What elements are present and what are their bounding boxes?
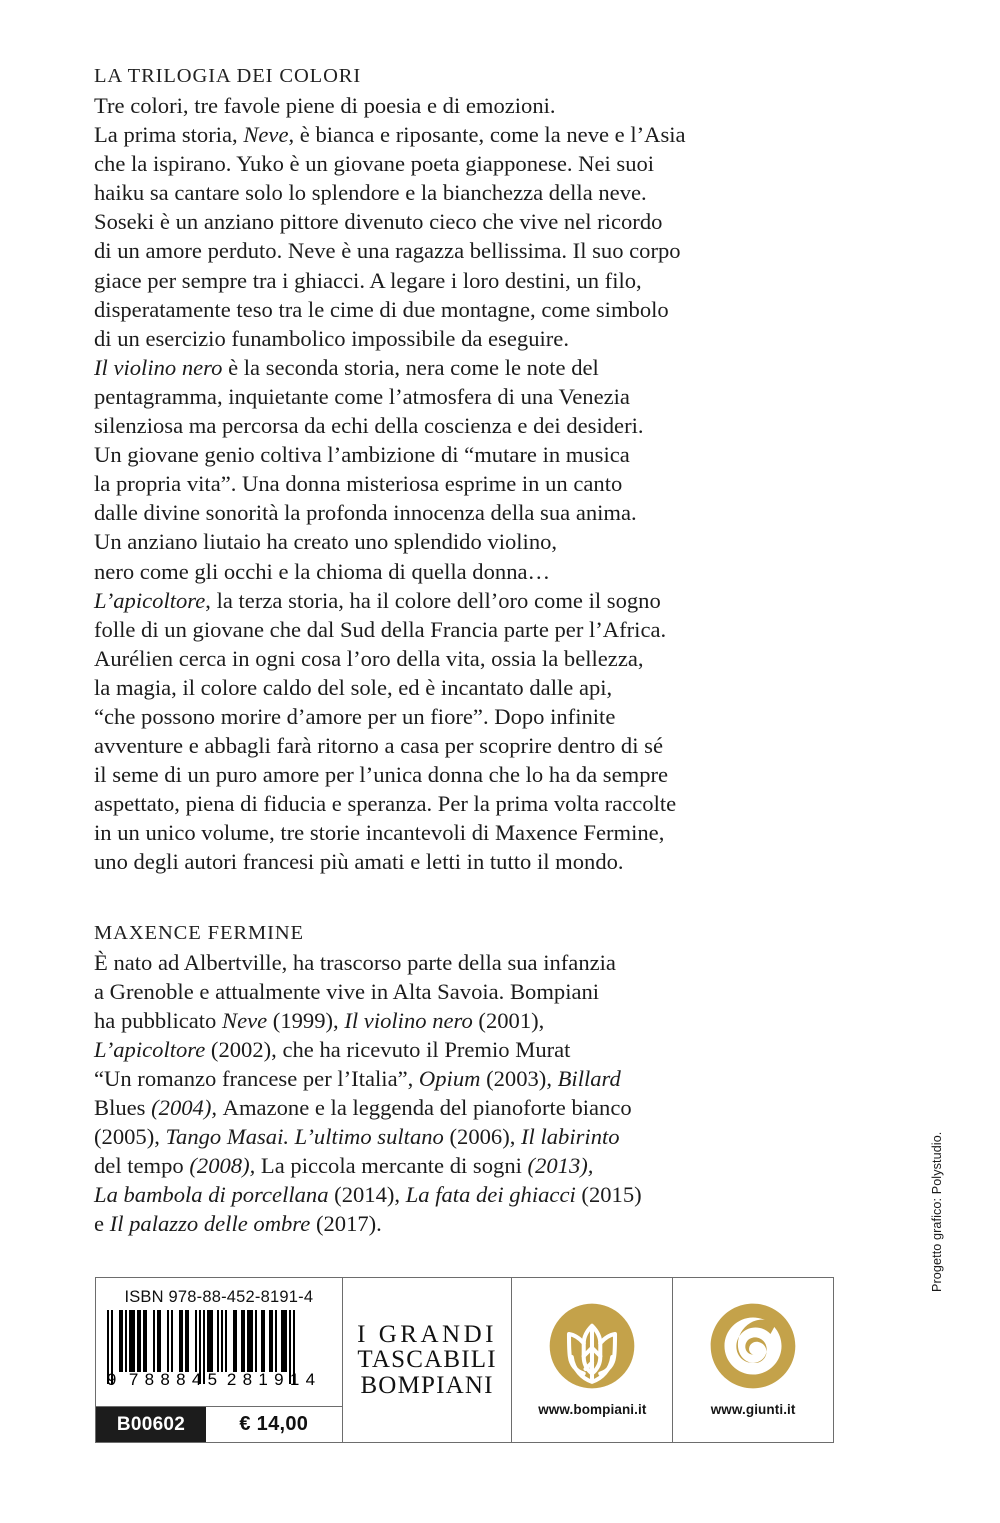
copy-text: giace per sempre tra i ghiacci. A legare i loro destini, un filo, [94,267,642,293]
book-title-italic: La bambola di porcellana [94,1182,329,1208]
copy-text: (2005), [94,1124,166,1150]
copy-text: aspettato, piena di fiducia e speranza. Per la prima volta raccolte [94,791,677,817]
copy-text: in un unico volume, tre storie incantevoli di Maxence Fermine, [94,820,665,846]
bompiani-cell [511,1278,672,1442]
book-title-italic: (2004), [145,1095,223,1120]
copy-line [94,1035,774,1064]
copy-text: (2001), [472,1007,545,1033]
copy-text: di un esercizio funambolico impossibile da eseguire. [94,325,569,351]
copy-line [94,527,774,556]
barcode-bars [107,1310,331,1372]
copy-line [94,353,774,382]
imprint-line-2: TASCABILI [357,1346,497,1374]
copy-text: disperatamente teso tra le cime di due montagne, come simbolo [94,296,669,322]
copy-line [94,586,774,615]
copy-line [94,178,774,207]
book-title-italic: La fata dei ghiacci [405,1182,576,1208]
barcode-cell [96,1278,342,1442]
copy-text: del tempo [94,1153,184,1179]
author-heading: MAXENCE FERMINE [94,921,304,944]
copy-line [94,1151,774,1180]
bompiani-logo-icon [546,1300,638,1392]
back-cover-copy [94,62,774,1238]
book-title-italic: (2013), [521,1153,594,1179]
copy-line [94,818,774,847]
copy-line [94,760,774,789]
copy-line [94,977,774,1006]
imprint-line-1: I GRANDI [357,1320,497,1348]
book-title-italic: L’apicoltore [94,1036,206,1062]
copy-text: (2015) [575,1182,642,1208]
copy-line [94,644,774,673]
book-title-italic: Il palazzo delle ombre [109,1211,311,1237]
book-title-italic: Il labirinto [521,1124,620,1150]
copy-text: La piccola mercante di sogni [260,1153,522,1179]
book-title-italic: Il violino nero [344,1007,473,1033]
copy-line [94,1209,774,1238]
book-title-italic: Neve [243,122,289,148]
copy-line [94,149,774,178]
copy-line [94,731,774,760]
footer-strip [95,1277,834,1443]
copy-text: e [94,1211,110,1237]
copy-line [94,498,774,527]
book-title-italic: Opium [418,1065,481,1091]
book-title-italic: (2008), [183,1153,261,1179]
barcode-digits-right: 281914 [226,1370,322,1389]
copy-line [94,615,774,644]
copy-line [94,847,774,876]
copy-line [94,673,774,702]
copy-line [94,948,774,977]
copy-text: che la ispirano. Yuko è un giovane poeta giapponese. Nei suoi [94,151,655,177]
copy-line [94,120,774,149]
copy-line [94,236,774,265]
author-bio-paragraph [94,948,774,1239]
copy-text: di un amore perduto. Neve è una ragazza bellissima. Il suo corpo [94,238,681,264]
copy-text: Un giovane genio coltiva l’ambizione di “mutare in musica [94,442,630,468]
copy-text: “che possono morire d’amore per un fiore”. Dopo infinite [94,703,616,729]
copy-text: Amazone e la leggenda del pianoforte bianco [222,1095,632,1120]
copy-line [94,557,774,586]
book-title-italic: Billard [557,1065,621,1091]
barcode-digits-left: 788845 [128,1370,224,1389]
isbn-label: ISBN 978-88-452-8191-4 [124,1288,314,1306]
giunti-cell [672,1278,833,1442]
product-code: B00602 [96,1407,206,1442]
copy-line [94,382,774,411]
copy-text: uno degli autori francesi più amati e letti in tutto il mondo. [94,849,624,875]
book-title-italic: L’apicoltore [94,587,206,613]
copy-text: la propria vita”. Una donna misteriosa esprime in un canto [94,471,623,497]
ean13-barcode [107,1310,331,1388]
copy-text: avventure e abbagli farà ritorno a casa per scoprire dentro di sé [94,733,663,759]
copy-text: (2003), [480,1065,558,1091]
copy-text: (2014), [328,1182,406,1208]
copy-line [94,411,774,440]
copy-line [94,1093,774,1122]
copy-text: la magia, il colore caldo del sole, ed è incantato dalle api, [94,674,613,700]
imprint-cell [342,1278,512,1442]
giunti-logo-icon [707,1300,799,1392]
price-row [96,1406,342,1442]
copy-text: pentagramma, inquietante come l’atmosfera di una Venezia [94,383,630,409]
copy-line [94,91,774,120]
copy-text: nero come gli occhi e la chioma di quella donna… [94,558,551,584]
copy-text: silenziosa ma percorsa da echi della coscienza e dei desideri. [94,413,644,439]
barcode-digit-lead: 9 [106,1370,117,1389]
imprint-line-3: BOMPIANI [360,1371,494,1399]
copy-line [94,207,774,236]
book-title-italic: Neve [222,1007,268,1033]
price-label: € 14,00 [206,1407,342,1442]
book-title-italic: Tango Masai. L’ultimo sultano [165,1124,444,1150]
copy-line [94,324,774,353]
copy-line [94,295,774,324]
copy-text: Tre colori, tre favole piene di poesia e di emozioni. [94,93,556,118]
copy-text: È nato ad Albertville, ha trascorso parte della sua infanzia [94,949,616,975]
copy-text: Un anziano liutaio ha creato uno splendido violino, [94,529,558,555]
copy-text: “Un romanzo francese per l’Italia”, [94,1065,419,1091]
copy-text: (2017). [310,1211,382,1237]
copy-text: a Grenoble e attualmente vive in Alta Savoia. Bompiani [94,978,600,1004]
barcode-area [96,1307,342,1406]
copy-line [94,789,774,818]
copy-text: è la seconda storia, nera come le note del [222,354,599,380]
copy-line [94,469,774,498]
blurb-heading: LA TRILOGIA DEI COLORI [94,65,362,87]
imprint-logotype [357,1322,497,1399]
copy-text: haiku sa cantare solo lo splendore e la bianchezza della neve. [94,180,647,206]
copy-text: il seme di un puro amore per l’unica donna che lo ha da sempre [94,762,669,788]
copy-line [94,1180,774,1209]
copy-line [94,1006,774,1035]
design-credit [930,1102,952,1292]
copy-text: (2006), [443,1124,522,1150]
copy-line [94,440,774,469]
copy-text: dalle divine sonorità la profonda innocenza della sua anima. [94,500,637,526]
copy-text: (2002), che ha ricevuto il Premio Murat [205,1036,571,1062]
copy-line [94,1122,774,1151]
giunti-url[interactable]: www.giunti.it [710,1401,796,1417]
copy-text: Soseki è un anziano pittore divenuto cieco che vive nel ricordo [94,209,663,235]
design-credit-text: Progetto grafico: Polystudio. [930,1131,944,1292]
bompiani-url[interactable]: www.bompiani.it [538,1401,647,1417]
barcode-digits [107,1370,331,1388]
copy-text: folle di un giovane che dal Sud della Francia parte per l’Africa. [94,616,667,642]
copy-text: Blues [94,1095,146,1120]
copy-line [94,266,774,295]
copy-text: , la terza storia, ha il colore dell’oro come il sogno [205,587,661,613]
copy-text: Aurélien cerca in ogni cosa l’oro della vita, ossia la bellezza, [94,645,644,671]
copy-line [94,702,774,731]
section-spacer [94,877,774,919]
copy-text: , è bianca e riposante, come la neve e l’Asia [288,122,686,148]
copy-text: La prima storia, [94,122,244,148]
copy-line [94,1064,774,1093]
copy-text: (1999), [267,1007,345,1033]
copy-text: ha pubblicato [94,1007,222,1033]
blurb-paragraph [94,91,774,877]
book-title-italic: Il violino nero [94,354,223,380]
